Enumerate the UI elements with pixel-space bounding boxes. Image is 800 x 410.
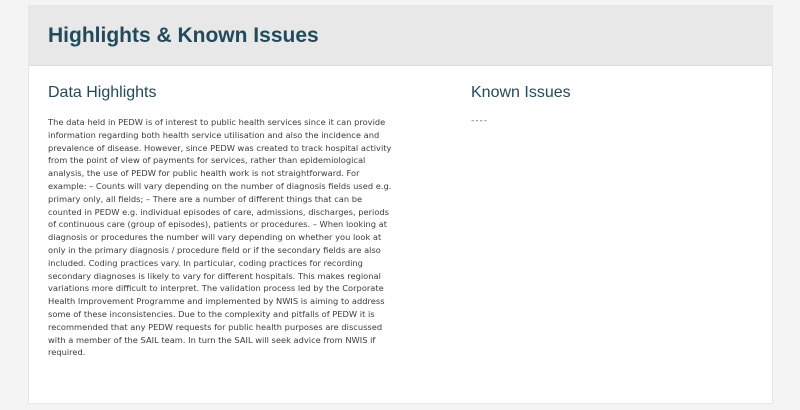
known-issues-text: ---- bbox=[471, 116, 488, 126]
known-issues-heading: Known Issues bbox=[471, 84, 571, 101]
known-issues-section bbox=[471, 84, 751, 126]
data-highlights-text: The data held in PEDW is of interest to public health services since it can provide information regarding both health service utilisation and also the incidence and prevalence of disease. However, since PEDW was created to track hospital activity from the point of view of payments for services, rather than epidemiological analysis, the use of PEDW for public health work is not straightforward. For example: – Counts will vary depending on the number of diagnosis fields used e.g. primary only, all fields; – There are a number of different things that can be counted in PEDW e.g. individual episodes of care, admissions, discharges, periods of continuous care (group of episodes), patients or procedures. – When looking at diagnosis or procedures the number will vary depending on whether you look at only in the primary diagnosis / procedure field or if the secondary fields are also included. Coding practices vary. In particular, coding practices for recording secondary diagnoses is likely to vary for different hospitals. This makes regional variations more difficult to interpret. The validation process led by the Corporate Health Improvement Programme and implemented by NWIS is aiming to address some of these inconsistencies. Due to the complexity and pitfalls of PEDW it is recommended that any PEDW requests for public health purposes are discussed with a member of the SAIL team. In turn the SAIL will seek advice from NWIS if required. bbox=[48, 117, 392, 358]
data-highlights-heading: Data Highlights bbox=[48, 84, 157, 101]
page-title: Highlights & Known Issues bbox=[48, 23, 319, 47]
card-header bbox=[29, 6, 772, 66]
card-body bbox=[29, 66, 772, 404]
data-highlights-section bbox=[48, 84, 393, 359]
highlights-card bbox=[28, 5, 773, 404]
